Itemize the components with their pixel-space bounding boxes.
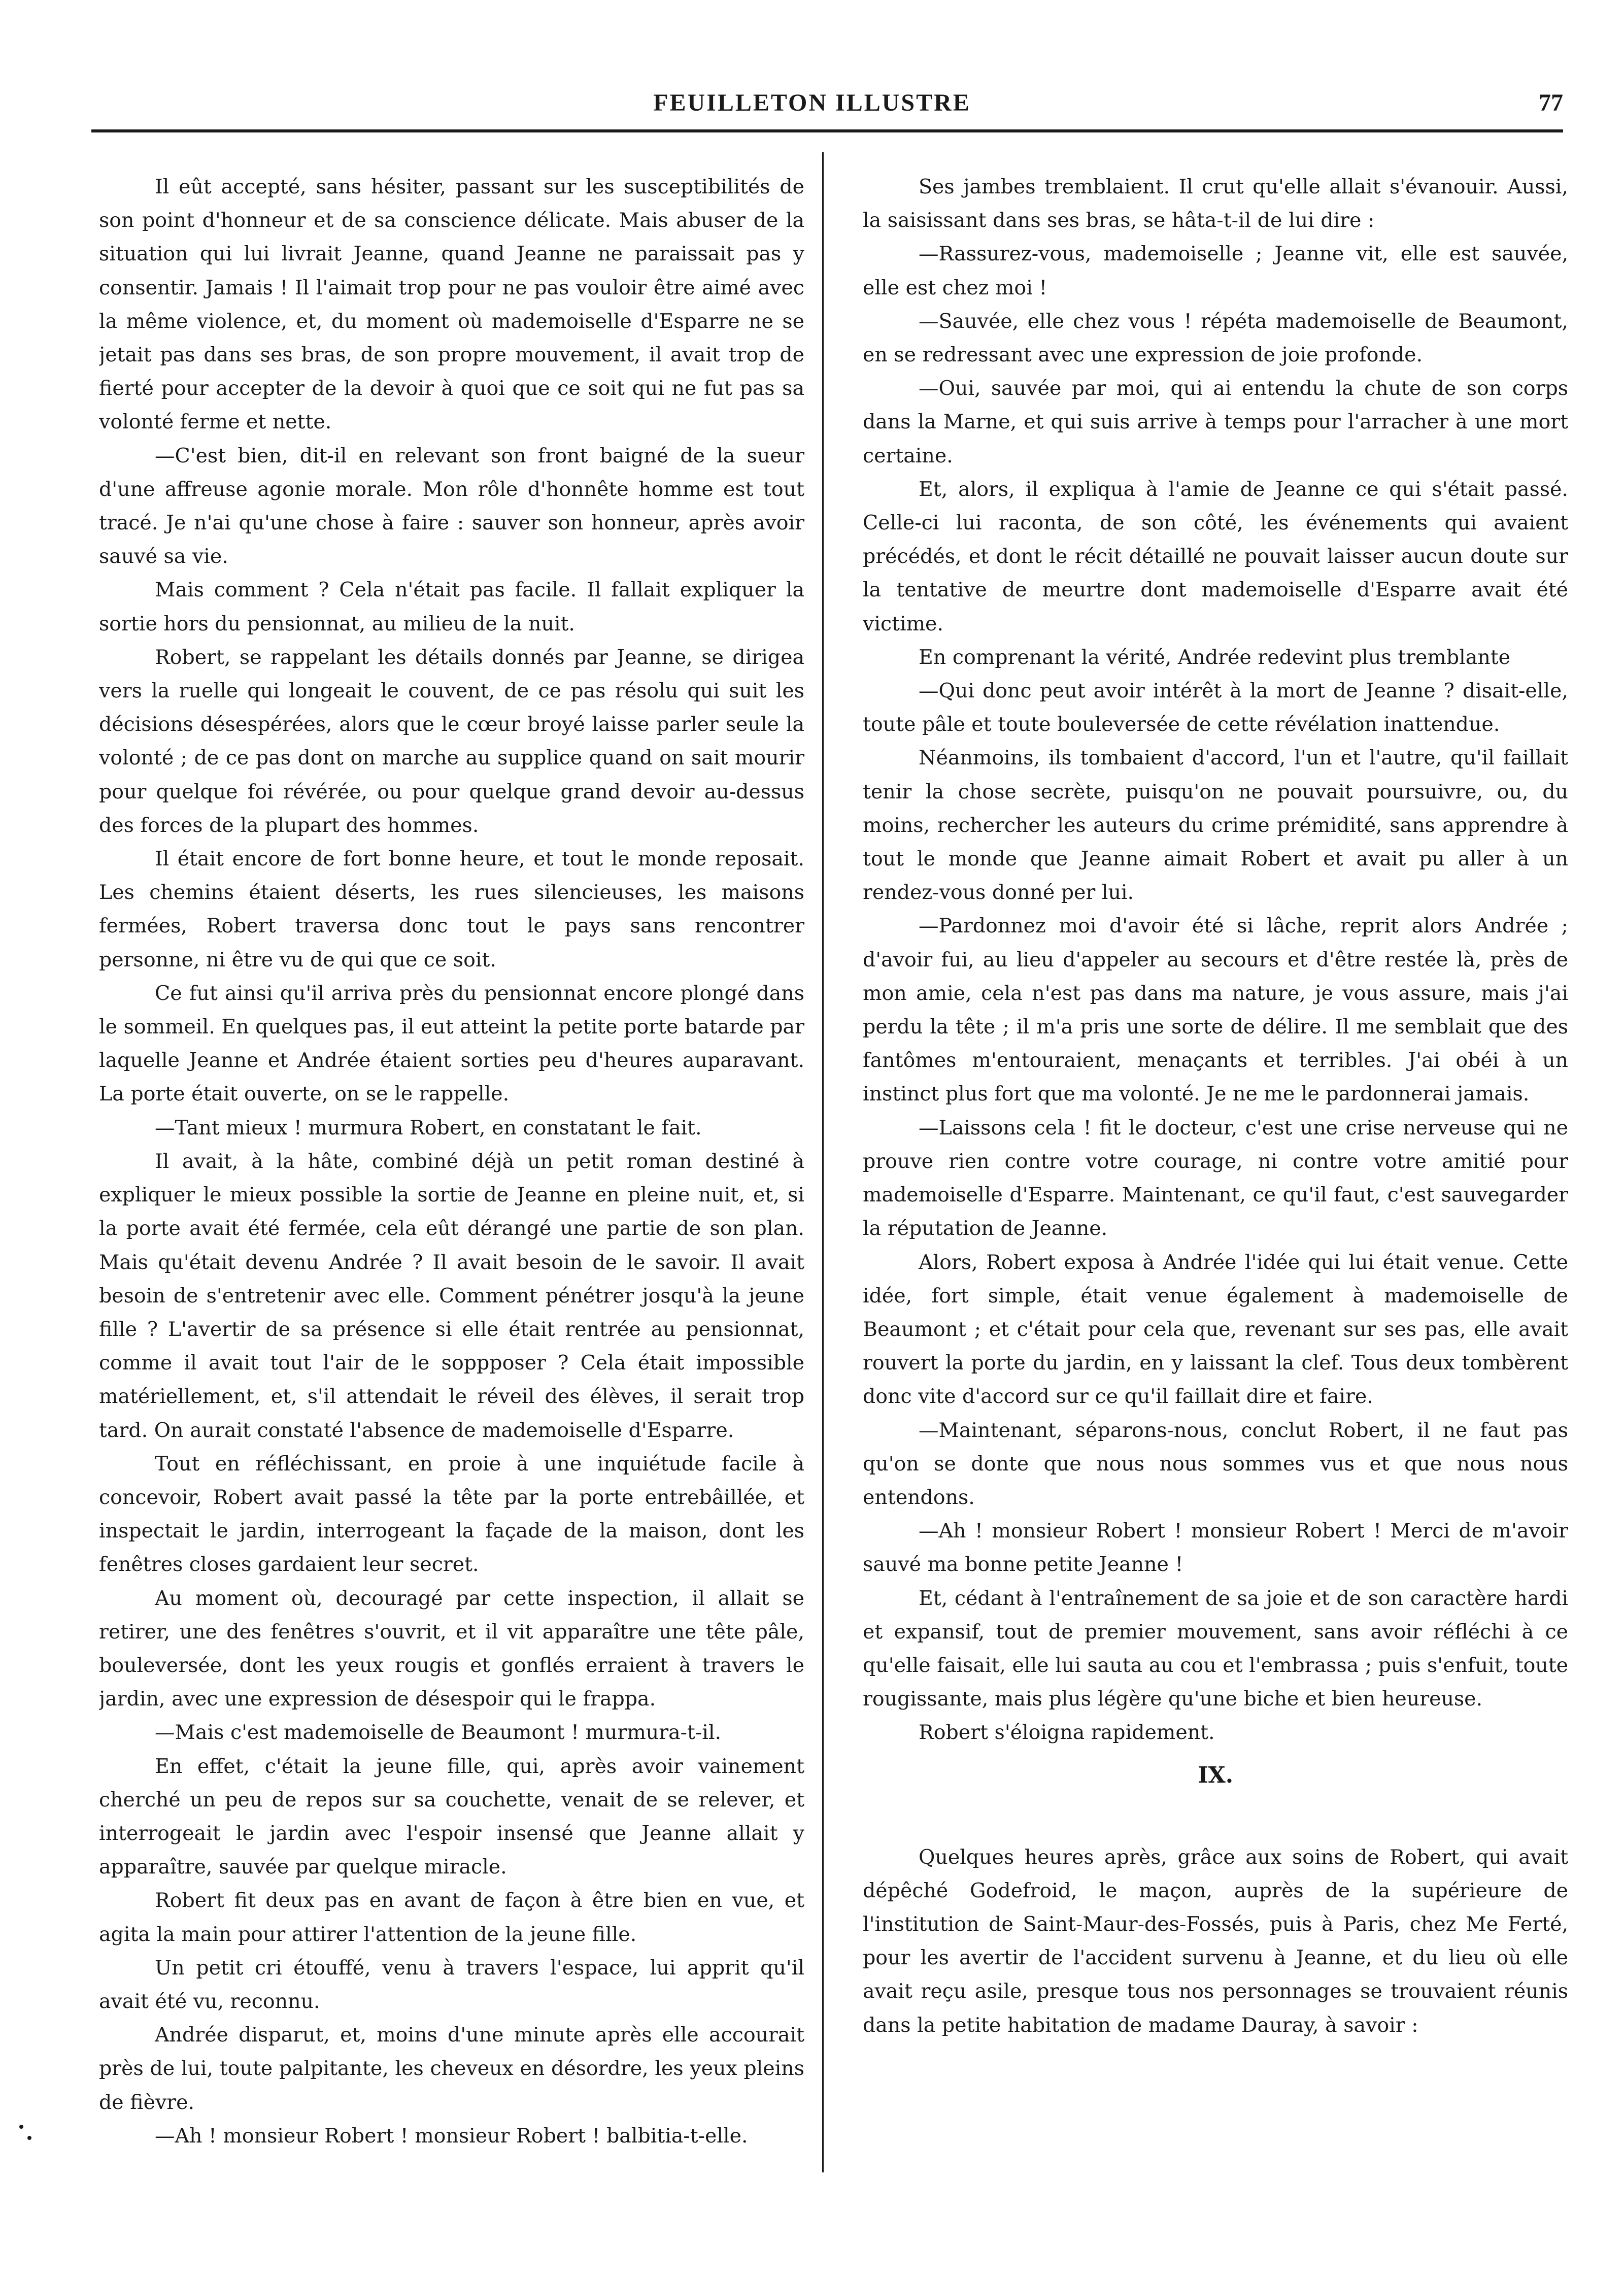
paragraph: —Maintenant, séparons-nous, conclut Robert, il ne faut pas qu'on se donte que nous nous sommes vus et que nous nous entendons.: [863, 1418, 1568, 1509]
paragraph: —Oui, sauvée par moi, qui ai entendu la chute de son corps dans la Marne, et qui suis arrive à temps pour l'arracher à une mort certaine.: [863, 377, 1568, 467]
paragraph: En comprenant la vérité, Andrée redevint plus tremblante: [919, 645, 1511, 669]
chapter-heading: IX.: [1197, 1762, 1234, 1788]
paragraph: Il eût accepté, sans hésiter, passant sur les susceptibilités de son point d'honneur et de sa conscience délicate. Mais abuser de la situation qui lui livrait Jeanne, quand Jeanne ne paraissait pas y consentir. Jamais ! Il l'aimait trop pour ne pas vouloir être aimé avec la même violence, et, du moment où mademoiselle d'Esparre ne se jetait pas dans ses bras, de son propre mouvement, il avait trop de fierté pour accepter de la devoir à quoi que ce soit qui ne fut pas sa volonté ferme et nette.: [99, 175, 804, 434]
paragraph: Néanmoins, ils tombaient d'accord, l'un et l'autre, qu'il faillait tenir la chose secrète, puisqu'on ne pouvait poursuivre, ou, du moins, rechercher les auteurs du crime prémidité, sans apprendre à tout le monde que Jeanne aimait Robert et avait pu aller à un rendez-vous donné per lui.: [863, 746, 1568, 904]
paragraph: —Laissons cela ! fit le docteur, c'est une crise nerveuse qui ne prouve rien contre votre courage, ni contre votre amitié pour mademoiselle d'Esparre. Maintenant, ce qu'il faut, c'est sauvegarder la réputation de Jeanne.: [863, 1116, 1568, 1241]
paragraph: Et, alors, il expliqua à l'amie de Jeanne ce qui s'était passé. Celle-ci lui raconta, de son côté, les événements qui avaient précédés, et dont le récit détaillé ne pouvait laisser aucun doute sur la tentative de meurtre dont mademoiselle d'Esparre avait été victime.: [863, 477, 1568, 635]
paragraph: —Tant mieux ! murmura Robert, en constatant le fait.: [155, 1116, 702, 1140]
paragraph: Quelques heures après, grâce aux soins de Robert, qui avait dépêché Godefroid, le maçon, auprès de la supérieure de l'institution de Saint-Maur-des-Fossés, puis à Paris, chez Me Ferté, pour les avertir de l'accident survenu à Jeanne, et du lieu où elle avait reçu asile, presque tous nos personnages se trouvaient réunis dans la petite habitation de madame Dauray, à savoir :: [863, 1845, 1568, 2037]
paragraph: —Pardonnez moi d'avoir été si lâche, reprit alors Andrée ; d'avoir fui, au lieu d'appeler au secours et d'être restée là, près de mon amie, cela n'est pas dans ma nature, je vous assure, mais j'ai perdu la tête ; il m'a pris une sorte de délire. Il me semblait que des fantômes m'entouraient, menaçants et terribles. J'ai obéi à un instinct plus fort que ma volonté. Je ne me le pardonnerai jamais.: [863, 914, 1568, 1106]
paragraph: Au moment où, decouragé par cette inspection, il allait se retirer, une des fenêtres s'ouvrit, et il vit apparaître une tête pâle, bouleversée, dont les yeux rougis et gonflés erraient à travers le jardin, avec une expression de désespoir qui le frappa.: [99, 1586, 804, 1711]
paragraph: Mais comment ? Cela n'était pas facile. Il fallait expliquer la sortie hors du pensionnat, au milieu de la nuit.: [99, 578, 804, 635]
running-header: FEUILLETON ILLUSTRE: [653, 89, 971, 116]
paragraph: Robert fit deux pas en avant de façon à être bien en vue, et agita la main pour attirer l'attention de la jeune fille.: [99, 1889, 804, 1946]
right-column: [863, 170, 1568, 2200]
paragraph: Alors, Robert exposa à Andrée l'idée qui lui était venue. Cette idée, fort simple, était venue également à mademoiselle de Beaumont ; et c'était pour cela que, revenant sur ses pas, elle avait rouvert la porte du jardin, en y laissant la clef. Tous deux tombèrent donc vite d'accord sur ce qu'il faillait dire et faire.: [863, 1250, 1568, 1409]
paragraph: Tout en réfléchissant, en proie à une inquiétude facile à concevoir, Robert avait passé la tête par la porte entrebâillée, et inspectait le jardin, interrogeant la façade de la maison, dont les fenêtres closes gardaient leur secret.: [99, 1452, 804, 1577]
paragraph: Il était encore de fort bonne heure, et tout le monde reposait. Les chemins étaient déserts, les rues silencieuses, les maisons fermées, Robert traversa donc tout le pays sans rencontrer personne, ni être vu de qui que ce soit.: [99, 847, 804, 972]
page-number: 77: [1539, 89, 1563, 116]
paragraph: Un petit cri étouffé, venu à travers l'espace, lui apprit qu'il avait été vu, reconnu.: [99, 1956, 804, 2013]
paragraph: —C'est bien, dit-il en relevant son front baigné de la sueur d'une affreuse agonie morale. Mon rôle d'honnête homme est tout tracé. Je n'ai qu'une chose à faire : sauver son honneur, après avoir sauvé sa vie.: [99, 444, 804, 568]
paragraph: Robert, se rappelant les détails donnés par Jeanne, se dirigea vers la ruelle qui longeait le couvent, de ce pas résolu qui suit les décisions désespérées, alors que le cœur broyé laisse parler seule la volonté ; de ce pas dont on marche au supplice quand on sait mourir pour quelque foi révérée, ou pour quelque grand devoir au-dessus des forces de la plupart des hommes.: [99, 645, 804, 837]
right-column-text-before: [863, 170, 1568, 1750]
paragraph: —Mais c'est mademoiselle de Beaumont ! murmura-t-il.: [155, 1721, 722, 1745]
paragraph: En effet, c'était la jeune fille, qui, après avoir vainement cherché un peu de repos sur sa couchette, venait de se relever, et interrogeait le jardin avec l'espoir insensé que Jeanne allait y apparaître, sauvée par quelque miracle.: [99, 1754, 804, 1879]
left-column: [99, 170, 804, 2200]
paragraph: —Rassurez-vous, mademoiselle ; Jeanne vit, elle est sauvée, elle est chez moi !: [863, 242, 1568, 299]
paragraph: —Qui donc peut avoir intérêt à la mort de Jeanne ? disait-elle, toute pâle et toute bouleversée de cette révélation inattendue.: [863, 679, 1568, 736]
header-rule: [91, 129, 1563, 132]
paragraph: —Ah ! monsieur Robert ! monsieur Robert ! Merci de m'avoir sauvé ma bonne petite Jeanne !: [863, 1519, 1568, 1577]
paragraph: Ce fut ainsi qu'il arriva près du pensionnat encore plongé dans le sommeil. En quelques pas, il eut atteint la petite porte batarde par laquelle Jeanne et Andrée étaient sorties peu d'heures auparavant. La porte était ouverte, on se le rappelle.: [99, 981, 804, 1106]
paragraph: Robert s'éloigna rapidement.: [919, 1721, 1215, 1745]
column-separator: [822, 152, 824, 2172]
ink-specks: [10, 2112, 41, 2162]
right-column-text-after: [863, 1840, 1568, 2042]
paragraph: —Sauvée, elle chez vous ! répéta mademoiselle de Beaumont, en se redressant avec une expression de joie profonde.: [863, 309, 1568, 367]
paragraph: Andrée disparut, et, moins d'une minute après elle accourait près de lui, toute palpitante, les cheveux en désordre, les yeux pleins de fièvre.: [99, 2023, 804, 2114]
paragraph: Et, cédant à l'entraînement de sa joie et de son caractère hardi et expansif, tout de premier mouvement, sans avoir réfléchi à ce qu'elle faisait, elle lui sauta au cou et l'embrassa ; puis s'enfuit, toute rougissante, mais plus légère qu'une biche et bien heureuse.: [863, 1586, 1568, 1711]
paragraph: Ses jambes tremblaient. Il crut qu'elle allait s'évanouir. Aussi, la saisissant dans ses bras, se hâta-t-il de lui dire :: [863, 175, 1568, 232]
paragraph: Il avait, à la hâte, combiné déjà un petit roman destiné à expliquer le mieux possible la sortie de Jeanne en pleine nuit, et, si la porte avait été fermée, cela eût dérangé une partie de son plan. Mais qu'était devenu Andrée ? Il avait besoin de le savoir. Il avait besoin de s'entretenir avec elle. Comment pénétrer josqu'à la jeune fille ? L'avertir de sa présence si elle était rentrée au pensionnat, comme il avait tout l'air de le soppposer ? Cela était impossible matériellement, et, s'il attendait le réveil des élèves, il serait trop tard. On aurait constaté l'absence de mademoiselle d'Esparre.: [99, 1149, 804, 1442]
paragraph: —Ah ! monsieur Robert ! monsieur Robert ! balbitia-t-elle.: [155, 2124, 748, 2148]
